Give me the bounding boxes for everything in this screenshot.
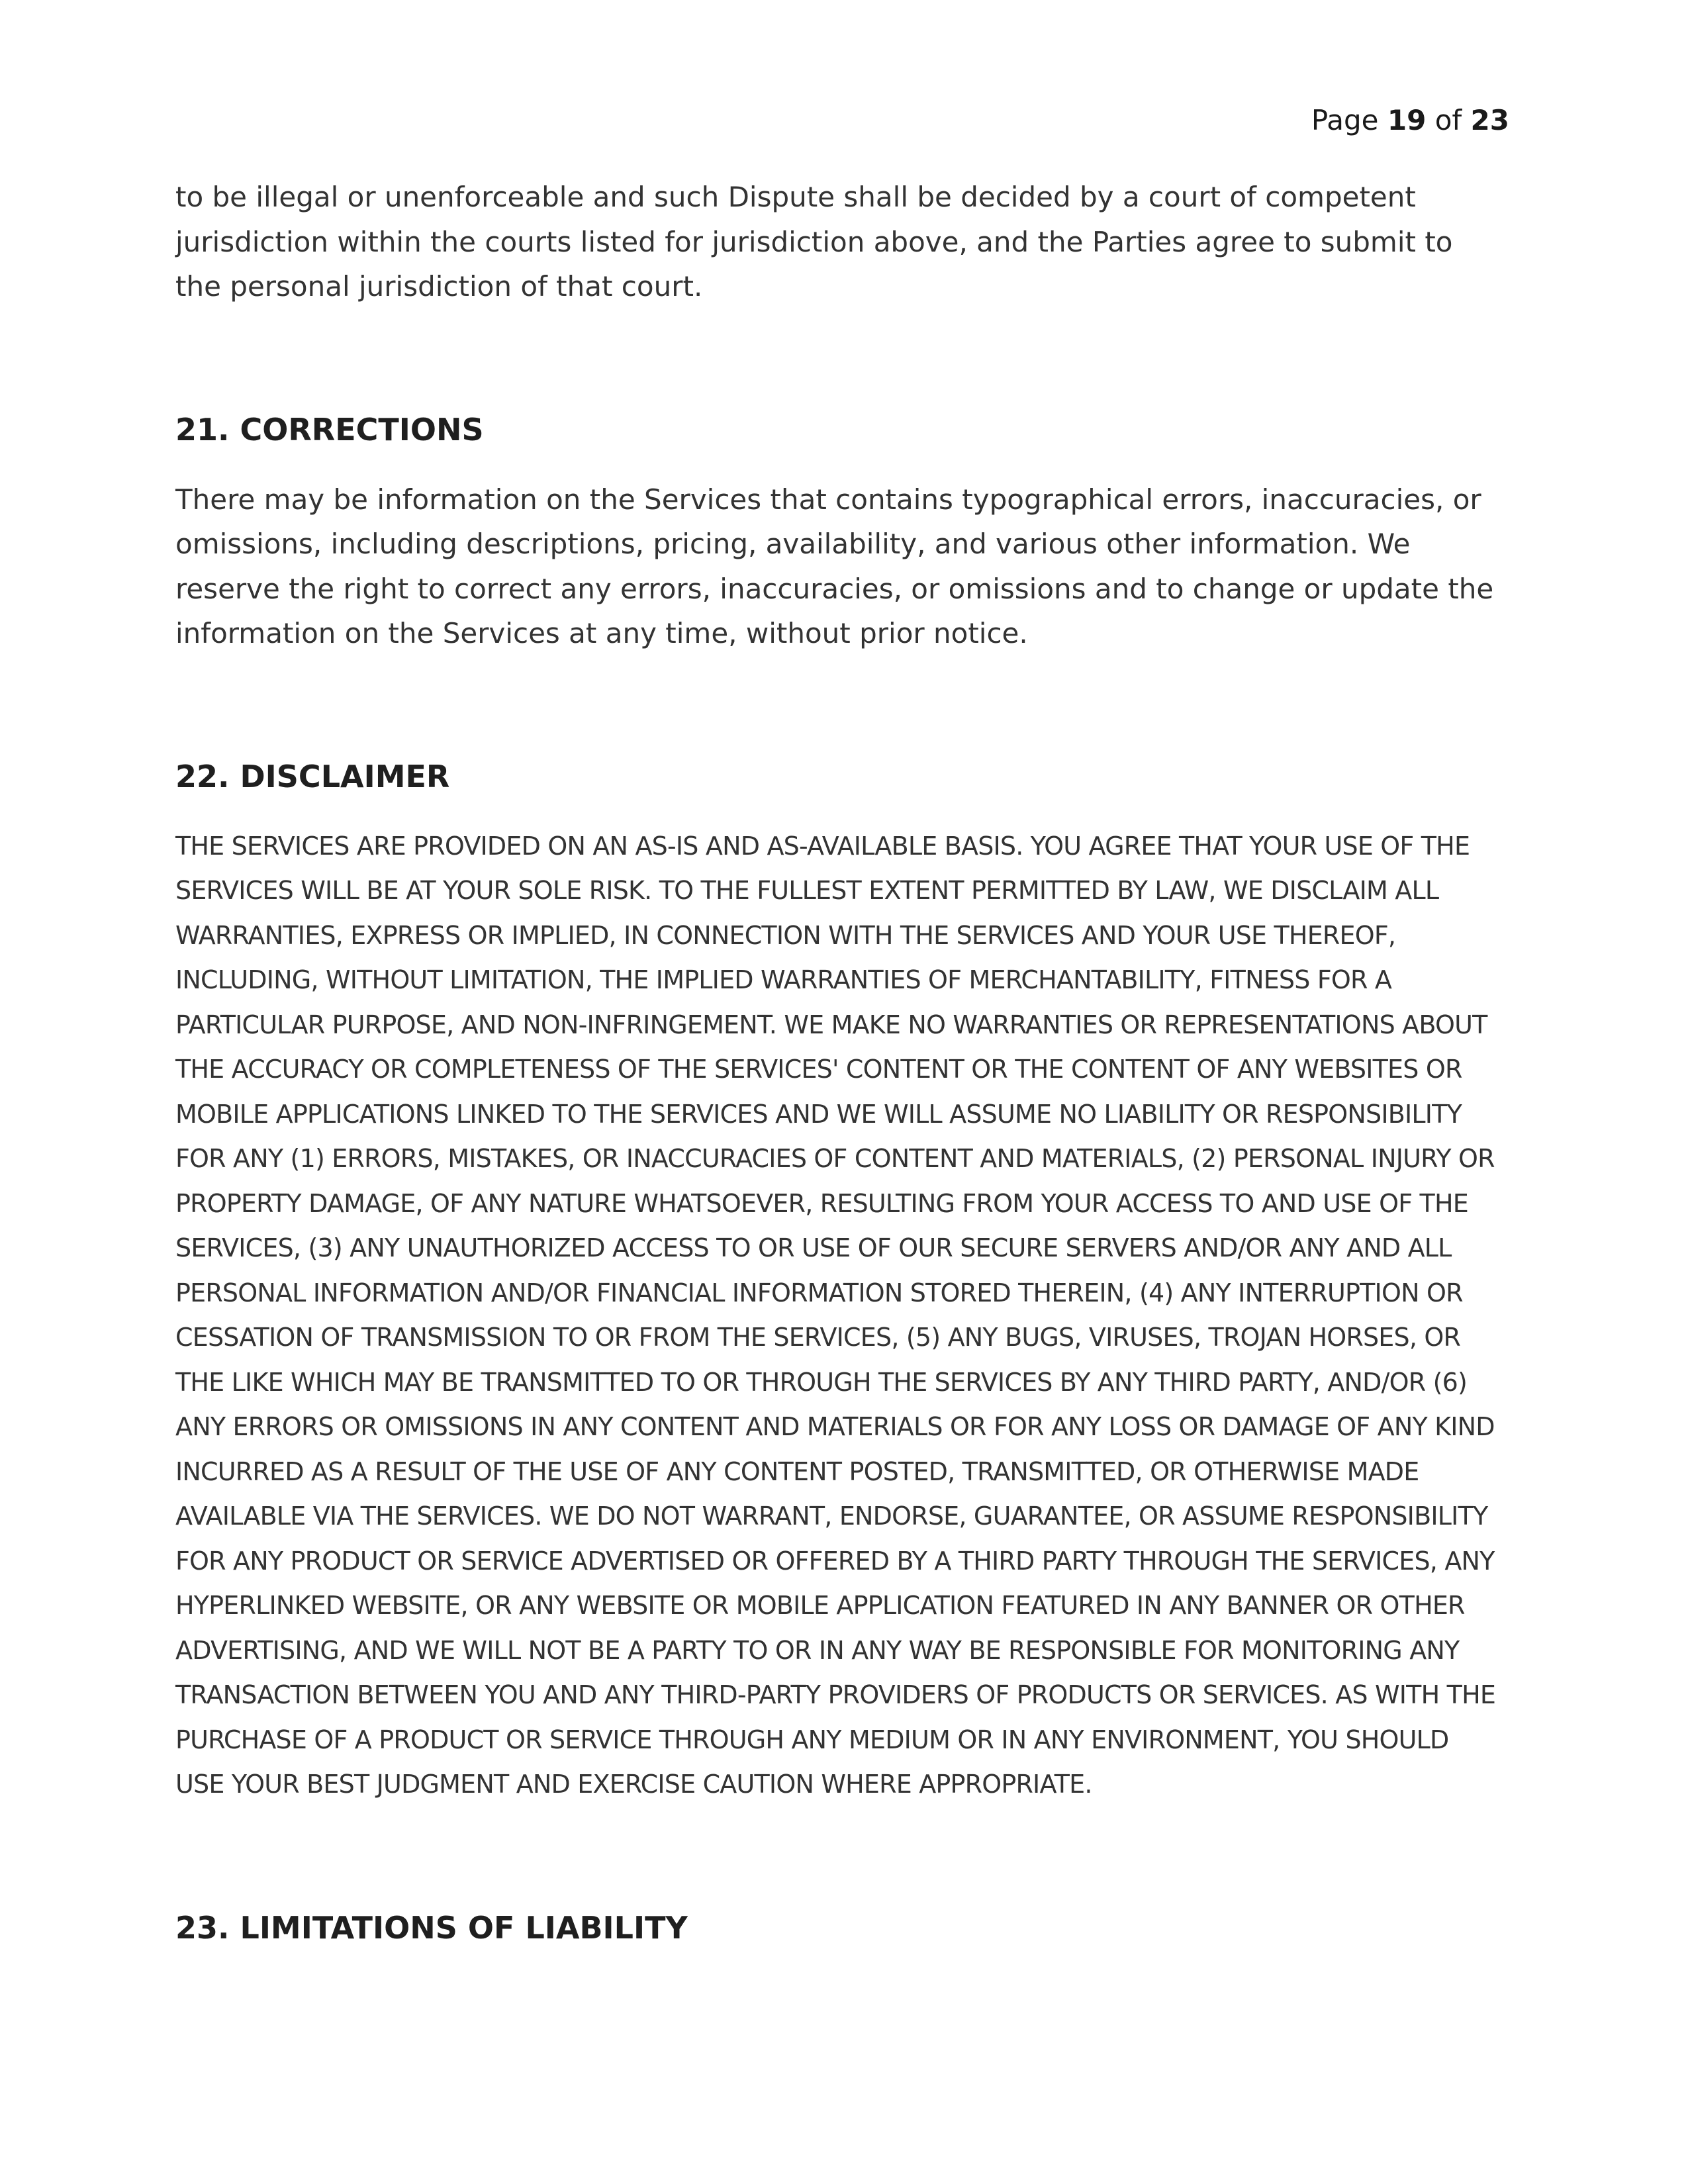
current-page-number: 19 xyxy=(1387,104,1427,136)
section-body-corrections: There may be information on the Services that contains typographical errors, inaccuracies, or omissions, including descriptions, pricing, availability, and various other information. We reserve the right to correct any errors, inaccuracies, or omissions and to change or update the information on the Services at any time, without prior notice. xyxy=(175,483,1494,649)
page-label: Page xyxy=(1311,104,1379,136)
section-heading-disclaimer: 22. DISCLAIMER xyxy=(175,758,450,794)
continued-paragraph: to be illegal or unenforceable and such Dispute shall be decided by a court of competent jurisdiction within the courts listed for jurisdiction above, and the Parties agree to submit to the personal jurisdiction of that court. xyxy=(175,181,1453,303)
page-number-indicator xyxy=(1311,99,1509,142)
total-page-count: 23 xyxy=(1470,104,1509,136)
document-body xyxy=(175,175,1499,1949)
section-heading-corrections: 21. CORRECTIONS xyxy=(175,411,484,448)
section-heading-limitations: 23. LIMITATIONS OF LIABILITY xyxy=(175,1909,688,1946)
section-body-disclaimer: THE SERVICES ARE PROVIDED ON AN AS-IS AND AS-AVAILABLE BASIS. YOU AGREE THAT YOUR USE OF THE SERVICES WILL BE AT YOUR SOLE RISK. TO THE FULLEST EXTENT PERMITTED BY LAW, WE DISCLAIM ALL WARRANTIES, EXPRESS OR IMPLIED, IN CONNECTION WITH THE SERVICES AND YOUR USE THEREOF, INCLUDING, WITHOUT LIMITATION, THE IMPLIED WARRANTIES OF MERCHANTABILITY, FITNESS FOR A PARTICULAR PURPOSE, AND NON-INFRINGEMENT. WE MAKE NO WARRANTIES OR REPRESENTATIONS ABOUT THE ACCURACY OR COMPLETENESS OF THE SERVICES' CONTENT OR THE CONTENT OF ANY WEBSITES OR MOBILE APPLICATIONS LINKED TO THE SERVICES AND WE WILL ASSUME NO LIABILITY OR RESPONSIBILITY FOR ANY (1) ERRORS, MISTAKES, OR INACCURACIES OF CONTENT AND MATERIALS, (2) PERSONAL INJURY OR PROPERTY DAMAGE, OF ANY NATURE WHATSOEVER, RESULTING FROM YOUR ACCESS TO AND USE OF THE SERVICES, (3) ANY UNAUTHORIZED ACCESS TO OR USE OF OUR SECURE SERVERS AND/OR ANY AND ALL PERSONAL INFORMATION AND/OR FINANCIAL INFORMATION STORED THEREIN, (4) ANY INTERRUPTION OR CESSATION OF TRANSMISSION TO OR FROM THE SERVICES, (5) ANY BUGS, VIRUSES, TROJAN HORSES, OR THE LIKE WHICH MAY BE TRANSMITTED TO OR THROUGH THE SERVICES BY ANY THIRD PARTY, AND/OR (6) ANY ERRORS OR OMISSIONS IN ANY CONTENT AND MATERIALS OR FOR ANY LOSS OR DAMAGE OF ANY KIND INCURRED AS A RESULT OF THE USE OF ANY CONTENT POSTED, TRANSMITTED, OR OTHERWISE MADE AVAILABLE VIA THE SERVICES. WE DO NOT WARRANT, ENDORSE, GUARANTEE, OR ASSUME RESPONSIBILITY FOR ANY PRODUCT OR SERVICE ADVERTISED OR OFFERED BY A THIRD PARTY THROUGH THE SERVICES, ANY HYPERLINKED WEBSITE, OR ANY WEBSITE OR MOBILE APPLICATION FEATURED IN ANY BANNER OR OTHER ADVERTISING, AND WE WILL NOT BE A PARTY TO OR IN ANY WAY BE RESPONSIBLE FOR MONITORING ANY TRANSACTION BETWEEN YOU AND ANY THIRD-PARTY PROVIDERS OF PRODUCTS OR SERVICES. AS WITH THE PURCHASE OF A PRODUCT OR SERVICE THROUGH ANY MEDIUM OR IN ANY ENVIRONMENT, YOU SHOULD USE YOUR BEST JUDGMENT AND EXERCISE CAUTION WHERE APPROPRIATE. xyxy=(175,831,1496,1799)
page-of-label: of xyxy=(1434,104,1462,136)
